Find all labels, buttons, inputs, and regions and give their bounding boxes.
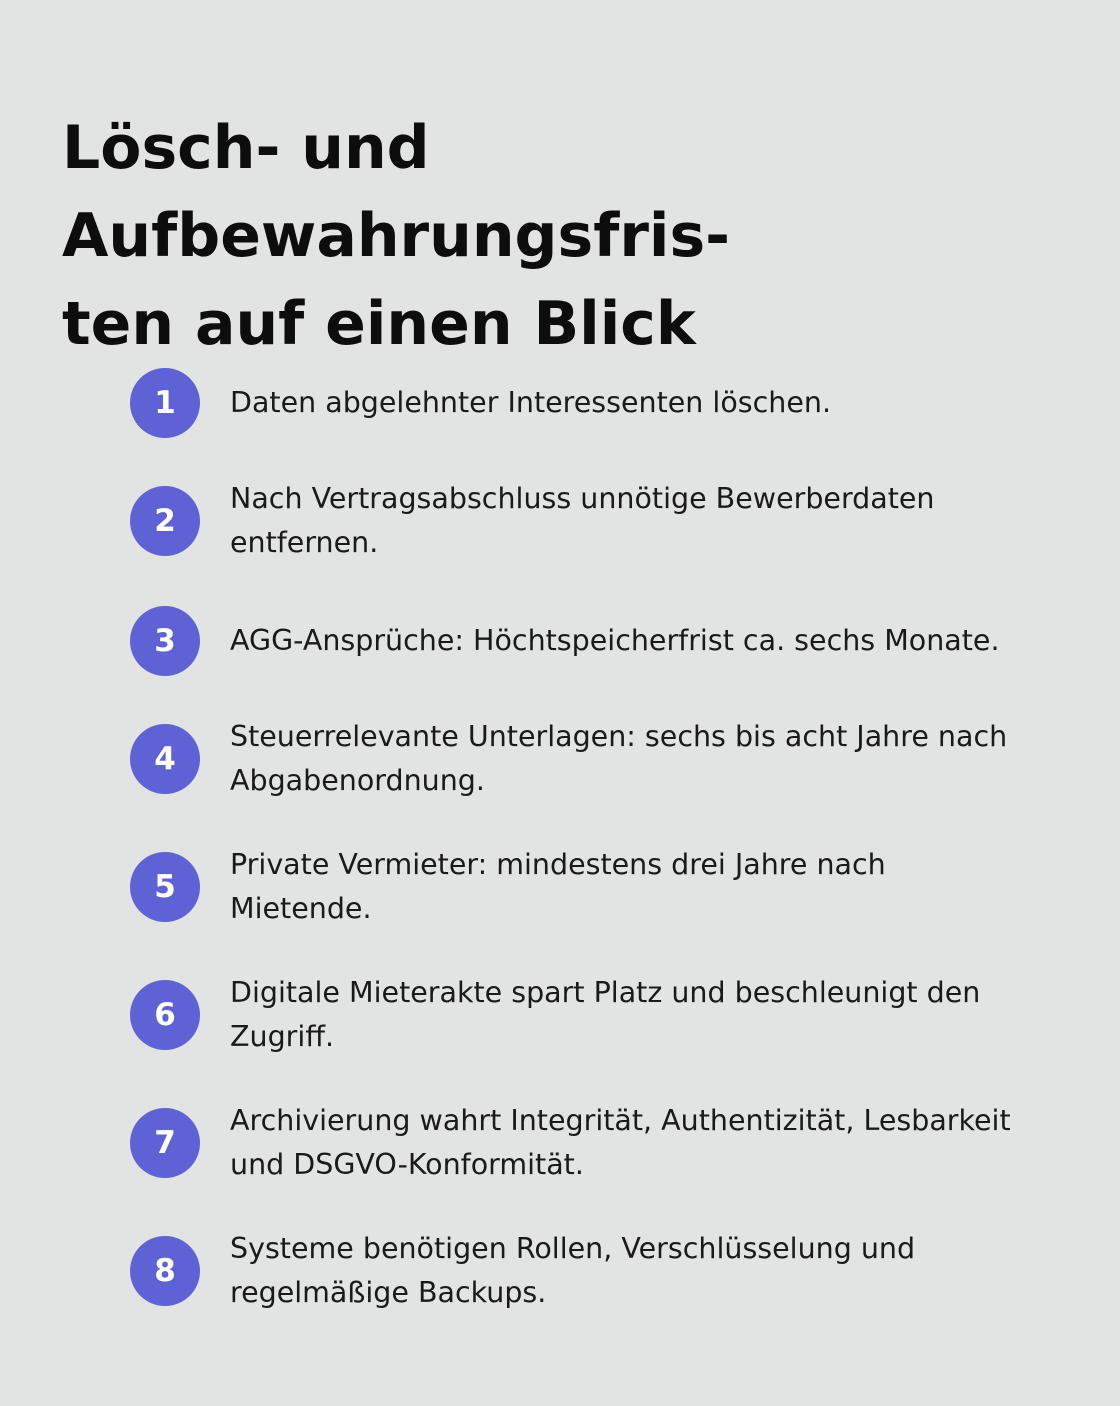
step-number-badge: 4: [130, 724, 200, 794]
step-text-line: entfernen.: [230, 526, 379, 559]
step-number-badge: 6: [130, 980, 200, 1050]
step-number-badge: 7: [130, 1108, 200, 1178]
step-number-badge: 8: [130, 1236, 200, 1306]
step-text-line: und DSGVO-Konformität.: [230, 1148, 584, 1181]
title-line-2: ten auf einen Blick: [62, 289, 696, 359]
step-item: [130, 368, 1060, 438]
step-item: [130, 606, 1060, 676]
step-text-line: Nach Vertragsabschluss unnötige Bewerberdaten: [230, 482, 935, 515]
step-text: [230, 477, 1060, 565]
step-text: [230, 381, 1060, 425]
step-number-badge: 2: [130, 486, 200, 556]
step-text-line: regelmäßige Backups.: [230, 1276, 547, 1309]
step-text-line: Archivierung wahrt Integrität, Authentizität, Lesbarkeit: [230, 1104, 1011, 1137]
step-text-line: Digitale Mieterakte spart Platz und beschleunigt den: [230, 976, 981, 1009]
step-text-line: Abgabenordnung.: [230, 764, 485, 797]
step-item: [130, 1104, 1060, 1181]
step-text-line: AGG-Ansprüche: Höchtspeicherfrist ca. sechs Monate.: [230, 624, 1000, 657]
step-text-line: Daten abgelehnter Interessenten löschen.: [230, 386, 832, 419]
title-line-1: Lösch- und Aufbewahrungsfris-: [62, 113, 731, 271]
step-text-line: Steuerrelevante Unterlagen: sechs bis acht Jahre nach: [230, 720, 1008, 753]
step-text-line: Private Vermieter: mindestens drei Jahre nach: [230, 848, 886, 881]
step-item: [130, 848, 1060, 925]
step-text: [230, 1227, 1060, 1315]
step-text: [230, 971, 1060, 1059]
step-item: [130, 976, 1060, 1053]
step-text: [230, 619, 1060, 663]
page-title: [62, 104, 1072, 368]
step-text: [230, 715, 1060, 803]
step-item: [130, 1232, 1060, 1309]
step-item: [130, 482, 1060, 559]
step-text-line: Mietende.: [230, 892, 372, 925]
step-text: [230, 1099, 1060, 1187]
step-number-badge: 5: [130, 852, 200, 922]
step-text-line: Systeme benötigen Rollen, Verschlüsselung und: [230, 1232, 916, 1265]
step-text: [230, 843, 1060, 931]
step-number-badge: 3: [130, 606, 200, 676]
step-number-badge: 1: [130, 368, 200, 438]
step-text-line: Zugriff.: [230, 1020, 335, 1053]
step-item: [130, 720, 1060, 797]
